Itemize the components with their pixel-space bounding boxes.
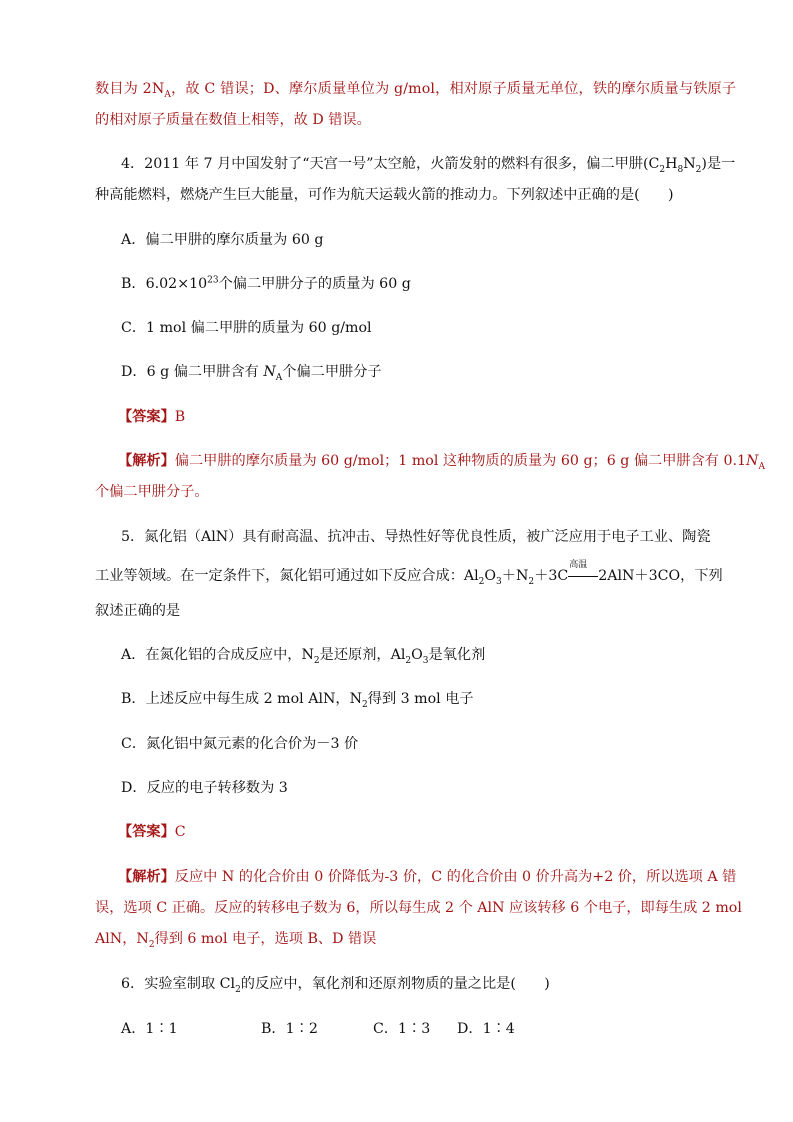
q4-answer — [118, 407, 185, 427]
subscript: A — [275, 372, 283, 383]
subscript: 2 — [362, 699, 368, 710]
superscript: 23 — [207, 275, 219, 286]
text: ＋N — [501, 568, 529, 584]
q5-stem-line-2 — [95, 560, 723, 587]
q4-option-a — [121, 230, 323, 250]
q6-stem — [121, 974, 550, 994]
text: C．1∶3 — [373, 1021, 431, 1037]
subscript: 8 — [677, 164, 684, 175]
text: 数目为 2N — [95, 81, 165, 97]
text: O — [484, 568, 497, 584]
text: 的相对原子质量在数值上相等，故 D 错误。 — [95, 112, 371, 128]
subscript: 3 — [422, 655, 429, 666]
text: 是还原剂，Al — [319, 647, 406, 663]
text: AlN，N — [95, 931, 149, 947]
text: 个偏二甲肼分子。 — [95, 484, 209, 500]
text: 叙述正确的是 — [95, 603, 181, 619]
q6-option-c — [373, 1019, 430, 1039]
answer-label: 【答案】 — [118, 824, 175, 840]
text: )是一 — [701, 156, 736, 172]
text: H — [665, 156, 678, 172]
q6-option-a — [121, 1019, 178, 1039]
subscript: 2 — [528, 576, 535, 587]
text: D．1∶4 — [457, 1021, 515, 1037]
q3-analysis-line-1 — [95, 79, 736, 99]
text: 的反应中，氧化剂和还原剂物质的量之比是( ) — [240, 976, 550, 992]
text: C．氮化铝中氮元素的化合价为－3 价 — [121, 736, 359, 752]
analysis-label: 【解析】 — [118, 869, 175, 885]
q5-option-a — [121, 645, 485, 665]
text: B．6.02×10 — [121, 276, 208, 292]
text: ＋3C — [534, 568, 569, 584]
text: C．1 mol 偏二甲肼的质量为 60 g/mol — [121, 320, 372, 336]
subscript: 3 — [496, 576, 502, 587]
text: B．1∶2 — [261, 1021, 318, 1037]
subscript: 2 — [695, 164, 702, 175]
answer-value: C — [174, 824, 186, 840]
q5-analysis-line-3 — [95, 929, 376, 949]
q4-option-c — [121, 318, 372, 338]
q6-option-b — [261, 1019, 318, 1039]
subscript: A — [758, 461, 765, 472]
q4-stem-line-1 — [121, 154, 735, 174]
reaction-arrow — [568, 560, 598, 583]
text: 工业等领域。在一定条件下，氮化铝可通过如下反应合成：Al — [95, 568, 479, 584]
text: 6．实验室制取 Cl — [121, 976, 236, 992]
subscript: 2 — [313, 655, 320, 666]
text: 个偏二甲肼分子 — [282, 364, 382, 380]
answer-value: B — [174, 409, 186, 425]
text: 个偏二甲肼分子的质量为 60 g — [218, 276, 411, 292]
text: 是氧化剂 — [428, 647, 486, 663]
text: O — [411, 647, 423, 663]
q4-analysis-line-2 — [95, 482, 209, 502]
text: A．偏二甲肼的摩尔质量为 60 g — [121, 232, 324, 248]
q5-option-d — [121, 778, 288, 798]
text: N — [683, 156, 696, 172]
text: 误，选项 C 正确。反应的转移电子数为 6，所以每生成 2 个 AlN 应该转移 6 个电子，即每生成 2 mol — [95, 900, 742, 916]
q3-analysis-line-2 — [95, 110, 371, 130]
text: B．上述反应中每生成 2 mol AlN，N — [121, 691, 363, 707]
text: 5．氮化铝（AlN）具有耐高温、抗冲击、导热性好等优良性质，被广泛应用于电子工业、陶瓷 — [121, 529, 711, 545]
text: 反应中 N 的化合价由 0 价降低为-3 价，C 的化合价由 0 价升高为+2 价，所以选项 A 错 — [174, 869, 737, 885]
text: 4．2011 年 7 月中国发射了“天宫一号”太空舱，火箭发射的燃料有很多，偏二甲肼(C — [121, 156, 660, 172]
reaction-bar — [568, 576, 598, 577]
reaction-condition: 高温 — [569, 560, 588, 570]
text: 得到 6 mol 电子，选项 B、D 错误 — [154, 931, 377, 947]
q4-option-b — [121, 274, 411, 294]
text: 偏二甲肼的摩尔质量为 60 g/mol；1 mol 这种物质的质量为 60 g；6 g 偏二甲肼含有 0.1 — [174, 453, 747, 469]
subscript: 2 — [478, 576, 485, 587]
subscript: A — [164, 89, 172, 100]
analysis-label: 【解析】 — [118, 453, 175, 469]
q5-stem-line-1 — [121, 527, 711, 547]
text: 2AlN＋3CO，下列 — [598, 568, 723, 584]
q5-option-c — [121, 734, 358, 754]
subscript: 2 — [235, 984, 241, 995]
italic-n: N — [263, 364, 276, 380]
q5-analysis-line-2 — [95, 898, 742, 918]
text: 得到 3 mol 电子 — [367, 691, 474, 707]
answer-label: 【答案】 — [118, 409, 175, 425]
subscript: 2 — [405, 655, 412, 666]
q4-option-d — [121, 362, 382, 382]
q4-stem-line-2 — [95, 185, 674, 205]
text: 种高能燃料，燃烧产生巨大能量，可作为航天运载火箭的推动力。下列叙述中正确的是( ) — [95, 187, 674, 203]
text: ，故 C 错误；D、摩尔质量单位为 g/mol，相对原子质量无单位，铁的摩尔质量与铁原子 — [171, 81, 737, 97]
q5-answer — [118, 822, 186, 842]
q4-analysis-line-1 — [118, 451, 765, 471]
italic-n: N — [746, 453, 759, 469]
text: D．6 g 偏二甲肼含有 — [121, 364, 264, 380]
text: A．1∶1 — [121, 1021, 178, 1037]
q5-stem-line-3 — [95, 601, 180, 621]
text: A．在氮化铝的合成反应中，N — [121, 647, 314, 663]
q5-analysis-line-1 — [118, 867, 736, 887]
q6-option-d — [457, 1019, 515, 1039]
subscript: 2 — [148, 939, 155, 950]
text: D．反应的电子转移数为 3 — [121, 780, 288, 796]
q5-option-b — [121, 689, 474, 709]
subscript: 2 — [659, 164, 666, 175]
